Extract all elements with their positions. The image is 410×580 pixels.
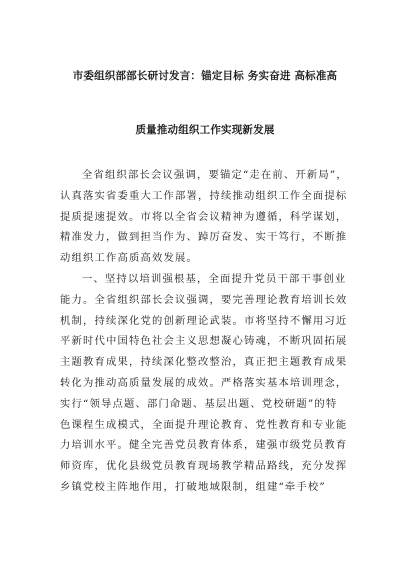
body-text-line: 师资库，优化县级党员教育现场教学精品路线，充分发挥 bbox=[60, 460, 348, 473]
body-text-line: 机制，持续深化党的创新理论武装。市将坚持不懈用习近 bbox=[60, 314, 348, 327]
body-text-line: 能力。全省组织部长会议强调，要完善理论教育培训长效 bbox=[60, 293, 348, 306]
body-text-line: 认真落实省委重大工作部署，持续推动组织工作全面提标 bbox=[60, 189, 348, 202]
document-title-line-1: 市委组织部部长研讨发言：锚定目标 务实奋进 高标准高 bbox=[72, 70, 338, 82]
body-text-line: 全省组织部长会议强调，要锚定“走在前、开新局”， bbox=[82, 169, 348, 181]
body-text-line: 色课程生成模式，全面提升理论教育、党性教育和专业能 bbox=[60, 418, 348, 431]
body-text-line: 提质提速提效。市将以全省会议精神为遵循，科学谋划， bbox=[60, 210, 348, 223]
body-text-line: 平新时代中国特色社会主义思想凝心铸魂，不断巩固拓展 bbox=[60, 335, 348, 348]
body-text-line: 乡镇党校主阵地作用，打破地域限制，组建“牵手校” bbox=[60, 480, 326, 493]
document-title-line-2: 质量推动组织工作实现新发展 bbox=[135, 124, 275, 136]
body-text-line: 一、坚持以培训强根基，全面提升党员干部干事创业 bbox=[82, 272, 347, 285]
body-text-line: 动组织工作高质高效发展。 bbox=[60, 252, 198, 265]
body-text-line: 主题教育成果，持续深化整改整治，真正把主题教育成果 bbox=[60, 356, 348, 369]
body-text-line: 转化为推动高质量发展的成效。严格落实基本培训理念， bbox=[60, 376, 348, 389]
body-text-line: 精准发力，做到担当作为、踔厉奋发、实干笃行，不断推 bbox=[60, 231, 348, 244]
body-text-line: 实行“领导点题、部门命题、基层出题、党校研题”的特 bbox=[60, 397, 338, 410]
document-body bbox=[60, 165, 356, 498]
body-text-line: 力培训水平。健全完善党员教育体系，建强市级党员教育 bbox=[60, 439, 348, 452]
